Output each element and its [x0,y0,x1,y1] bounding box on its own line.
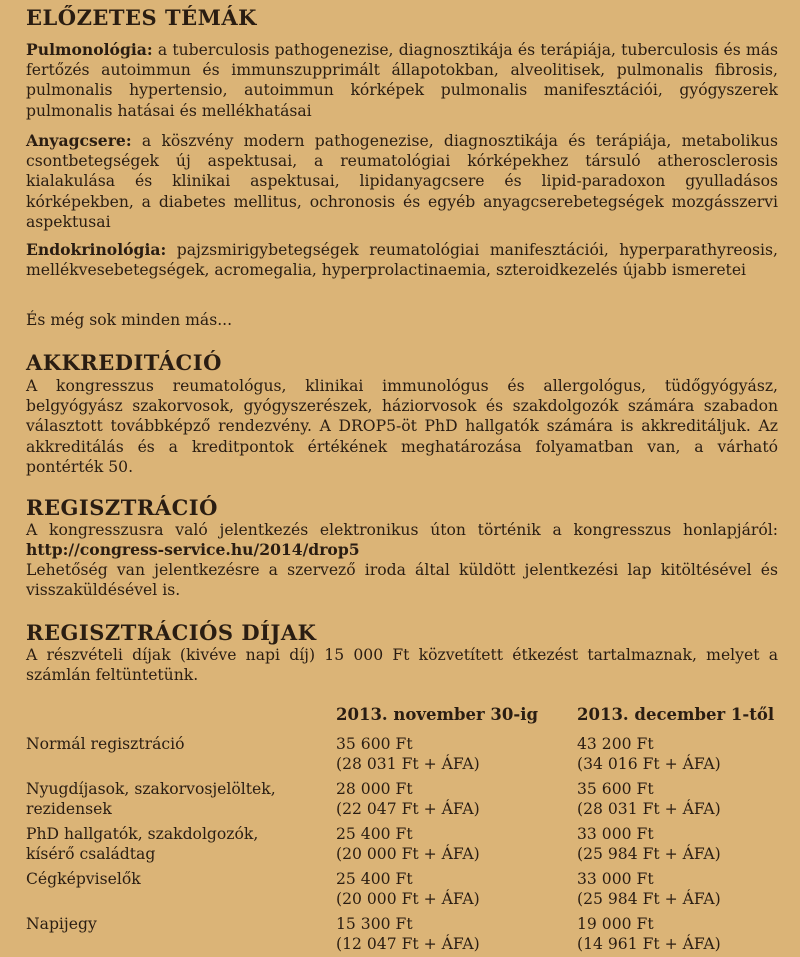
accreditation-text: A kongresszus reumatológus, klinikai immunológus és allergológus, tüdőgyógyász, belgyógyász szakorvosok, gyógyszerészek, háziorvosok és szakdolgozók számára szabadon választott továbbképző rendezvény. A DROP5-öt PhD hallgatók számára is akkreditáljuk. Az akkreditálás és a kreditpontok értékének meghatározása folyamatban van, a várható pontérték 50. [26,377,778,476]
accreditation-heading: AKKREDITÁCIÓ [26,350,222,375]
topic-text: a tuberculosis pathogenezise, diagnosztikája és terápiája, tuberculosis és más fertőzés autoimmun és immunszupprimált állapotokban, alveolitisek, pulmonalis fibrosis, pulmonalis hypertensio, autoimmun kórképek pulmonalis manifesztációi, gyógyszerek pulmonalis hatásai és mellékhatásai [26,41,778,120]
fee-late-line1: 19 000 Ft [577,915,654,933]
fee-early-line1: 15 300 Ft [336,915,413,933]
fee-early-line1: 25 400 Ft [336,870,413,888]
registration-text-1: A kongresszusra való jelentkezés elektronikus úton történik a kongresszus honlapjáról: [26,521,778,539]
fee-early-line2: (22 047 Ft + ÁFA) [336,800,480,818]
fee-category-line1: PhD hallgatók, szakdolgozók, [26,825,259,843]
fee-late-line2: (34 016 Ft + ÁFA) [577,755,721,773]
topics-heading: ELŐZETES TÉMÁK [26,5,257,30]
fee-early-line1: 28 000 Ft [336,780,413,798]
fee-category-line1: Cégképviselők [26,870,141,888]
fees-column-header-early: 2013. november 30-ig [336,705,539,724]
fee-early-line1: 35 600 Ft [336,735,413,753]
registration-text-2: Lehetőség van jelentkezésre a szervező iroda által küldött jelentkezési lap kitöltésével és visszaküldésével is. [26,561,778,600]
registration-link[interactable]: http://congress-service.hu/2014/drop5 [26,540,360,560]
fee-category-line1: Normál regisztráció [26,735,185,753]
fee-category-line2: kísérő családtag [26,845,156,863]
fees-column-header-late: 2013. december 1-től [577,705,775,724]
topic-endocrinology [26,240,778,280]
fee-late-line1: 43 200 Ft [577,735,654,753]
fees-heading: REGISZTRÁCIÓS DÍJAK [26,620,317,645]
topic-metabolism [26,131,778,232]
fee-early-line2: (20 000 Ft + ÁFA) [336,890,480,908]
fee-late-line1: 35 600 Ft [577,780,654,798]
fee-early-line2: (20 000 Ft + ÁFA) [336,845,480,863]
topic-text: pajzsmirigybetegségek reumatológiai manifesztációi, hyperparathyreosis, mellékvesebetegségek, acromegalia, hyperprolactinaemia, szteroidkezelés újabb ismeretei [26,241,778,280]
fee-category-line1: Napijegy [26,915,97,933]
topic-label: Endokrinológia: [26,240,167,259]
fee-early-line2: (12 047 Ft + ÁFA) [336,935,480,953]
fee-late-line2: (14 961 Ft + ÁFA) [577,935,721,953]
fee-late-line1: 33 000 Ft [577,825,654,843]
fee-late-line1: 33 000 Ft [577,870,654,888]
fee-late-line2: (28 031 Ft + ÁFA) [577,800,721,818]
fee-late-line2: (25 984 Ft + ÁFA) [577,845,721,863]
topic-pulmonology [26,40,778,121]
topic-label: Anyagcsere: [26,131,132,150]
topic-text: a köszvény modern pathogenezise, diagnosztikája és terápiája, metabolikus csontbetegségek új aspektusai, a reumatológiai kórképekhez társuló atherosclerosis kialakulása és klinikai aspektusai, lipidanyagcsere és lipid-paradoxon gyulladásos kórképekben, a diabetes mellitus, ochronosis és egyéb anyagcserebetegségek mozgásszervi aspektusai [26,132,778,231]
fee-category-line2: rezidensek [26,800,112,818]
fee-category-line1: Nyugdíjasok, szakorvosjelöltek, [26,780,276,798]
registration-heading: REGISZTRÁCIÓ [26,495,218,520]
registration-text [26,520,778,560]
fee-late-line2: (25 984 Ft + ÁFA) [577,890,721,908]
topic-label: Pulmonológia: [26,40,153,59]
fees-intro: A részvételi díjak (kivéve napi díj) 15 000 Ft közvetített étkezést tartalmaznak, melyet a számlán feltüntetünk. [26,646,778,685]
fee-early-line2: (28 031 Ft + ÁFA) [336,755,480,773]
fee-early-line1: 25 400 Ft [336,825,413,843]
topics-more: És még sok minden más... [26,311,233,329]
